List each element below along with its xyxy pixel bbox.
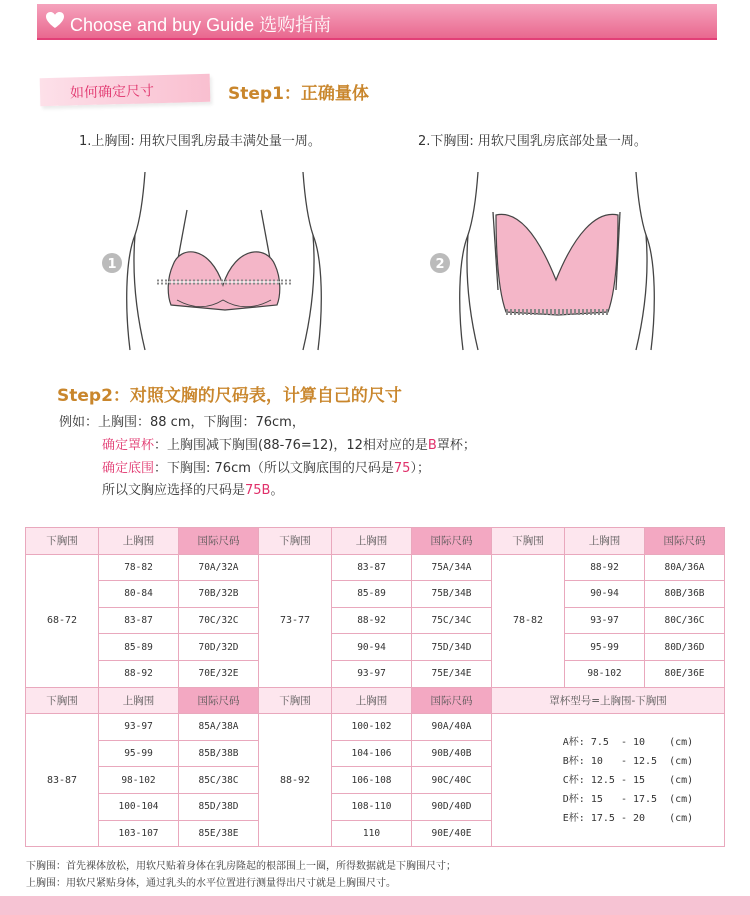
intl-size-cell: 70B/32B — [179, 581, 259, 608]
step2-title: Step2：对照文胸的尺码表，计算自己的尺寸 — [57, 386, 402, 406]
step1-title: Step1：正确量体 — [228, 84, 369, 104]
cup-range-cell — [492, 714, 725, 847]
bust-range-cell: 93-97 — [565, 607, 645, 634]
intl-size-cell: 80D/36D — [645, 634, 725, 661]
bust-range-cell: 98-102 — [565, 660, 645, 687]
header-bust: 上胸围 — [332, 528, 412, 555]
underbust-note: 下胸围：首先裸体放松，用软尺贴着身体在乳房隆起的根部围上一圈，所得数据就是下胸围尺寸； — [26, 861, 456, 872]
band-text-c: ）； — [410, 461, 430, 476]
intl-size-cell: 80B/36B — [645, 581, 725, 608]
heart-icon — [45, 11, 65, 29]
intl-size-cell: 70C/32C — [179, 607, 259, 634]
size-tag-label: 如何确定尺寸 — [69, 83, 155, 102]
bust-range-cell: 80-84 — [99, 581, 179, 608]
result-text-c: 。 — [270, 483, 284, 498]
intl-size-cell: 90D/40D — [412, 793, 492, 820]
bust-range-cell: 88-92 — [332, 607, 412, 634]
bra-shape-2 — [496, 214, 618, 315]
bust-range-cell: 100-104 — [99, 793, 179, 820]
intl-size-cell: 90E/40E — [412, 820, 492, 847]
measure-bust-text: 1.上胸围: 用软尺围乳房最丰满处量一周。 — [79, 134, 321, 149]
table-row — [26, 634, 725, 661]
header-intl-size: 国际尺码 — [412, 528, 492, 555]
intl-size-cell: 75A/34A — [412, 554, 492, 581]
header-bust: 上胸围 — [565, 528, 645, 555]
intl-size-cell: 75B/34B — [412, 581, 492, 608]
bust-range-cell: 90-94 — [565, 581, 645, 608]
header-intl-size: 国际尺码 — [179, 528, 259, 555]
cup-text-b: B — [427, 438, 437, 453]
table-row — [26, 607, 725, 634]
table-row — [26, 581, 725, 608]
bust-note: 上胸围：用软尺紧贴身体，通过乳头的水平位置进行测量得出尺寸就是上胸围尺寸。 — [26, 878, 396, 889]
bust-range-cell: 90-94 — [332, 634, 412, 661]
intl-size-cell: 75E/34E — [412, 660, 492, 687]
bust-range-cell: 103-107 — [99, 820, 179, 847]
intl-size-cell: 85E/38E — [179, 820, 259, 847]
intl-size-cell: 90A/40A — [412, 714, 492, 741]
intl-size-cell: 85D/38D — [179, 793, 259, 820]
result-size: 75B — [245, 483, 271, 498]
underbust-measure-illustration — [428, 160, 688, 360]
intl-size-cell: 90C/40C — [412, 767, 492, 794]
bust-range-cell: 110 — [332, 820, 412, 847]
bust-range-cell: 88-92 — [99, 660, 179, 687]
intl-size-cell: 85B/38B — [179, 740, 259, 767]
bust-range-cell: 88-92 — [565, 554, 645, 581]
bust-range-cell: 100-102 — [332, 714, 412, 741]
header-bust: 上胸围 — [99, 528, 179, 555]
header-bust: 上胸围 — [332, 687, 412, 714]
bust-range-cell: 85-89 — [332, 581, 412, 608]
bust-range-cell: 83-87 — [99, 607, 179, 634]
band-text-b: 75 — [393, 461, 411, 476]
bust-measure-illustration — [95, 160, 355, 360]
bust-range-cell: 98-102 — [99, 767, 179, 794]
bra-shape — [168, 252, 280, 310]
table-row — [26, 554, 725, 581]
bust-range-cell: 93-97 — [332, 660, 412, 687]
intl-size-cell: 90B/40B — [412, 740, 492, 767]
size-table — [25, 527, 725, 847]
cup-range-line: D杯: 15 - 17.5 (cm) — [562, 793, 694, 805]
cup-formula-header: 罩杯型号=上胸围-下胸围 — [492, 687, 725, 714]
table-row — [26, 714, 725, 741]
cup-text-c: 罩杯； — [436, 438, 476, 453]
band-size-cell: 83-87 — [26, 714, 99, 847]
guide-header — [37, 4, 717, 40]
cup-text-a: ：上胸围减下胸围(88-76=12)，12相对应的是 — [154, 438, 428, 453]
cup-range-line: A杯: 7.5 - 10 (cm) — [562, 736, 694, 748]
header-underbust: 下胸围 — [259, 528, 332, 555]
bust-range-cell: 93-97 — [99, 714, 179, 741]
badge-2-label: 2 — [435, 257, 445, 272]
bust-range-cell: 108-110 — [332, 793, 412, 820]
cup-range-line: E杯: 17.5 - 20 (cm) — [562, 812, 694, 824]
band-size-cell: 78-82 — [492, 554, 565, 687]
bust-range-cell: 95-99 — [565, 634, 645, 661]
result-text-a: 所以文胸应选择的尺码是 — [102, 483, 246, 498]
table-row — [26, 660, 725, 687]
header-intl-size: 国际尺码 — [412, 687, 492, 714]
cup-range-line: C杯: 12.5 - 15 (cm) — [562, 774, 694, 786]
band-label: 确定底围 — [102, 461, 155, 476]
result-line — [102, 479, 284, 498]
example-line: 例如：上胸围：88 cm，下胸围：76cm， — [59, 415, 305, 430]
table-header-row — [26, 687, 725, 714]
band-size-cell: 68-72 — [26, 554, 99, 687]
intl-size-cell: 85A/38A — [179, 714, 259, 741]
intl-size-cell: 70E/32E — [179, 660, 259, 687]
header-intl-size: 国际尺码 — [645, 528, 725, 555]
header-underbust: 下胸围 — [26, 528, 99, 555]
bust-range-cell: 83-87 — [332, 554, 412, 581]
bust-range-cell: 85-89 — [99, 634, 179, 661]
cup-label: 确定罩杯 — [102, 438, 155, 453]
band-line — [102, 457, 430, 476]
intl-size-cell: 80A/36A — [645, 554, 725, 581]
band-size-cell: 88-92 — [259, 714, 332, 847]
cup-line — [102, 434, 476, 453]
header-intl-size: 国际尺码 — [179, 687, 259, 714]
size-tag — [40, 74, 211, 106]
intl-size-cell: 75C/34C — [412, 607, 492, 634]
intl-size-cell: 70A/32A — [179, 554, 259, 581]
measure-underbust-text: 2.下胸围: 用软尺围乳房底部处量一周。 — [418, 134, 647, 149]
intl-size-cell: 70D/32D — [179, 634, 259, 661]
band-size-cell: 73-77 — [259, 554, 332, 687]
intl-size-cell: 80E/36E — [645, 660, 725, 687]
table-header-row — [26, 528, 725, 555]
cup-range-line: B杯: 10 - 12.5 (cm) — [562, 755, 694, 767]
bust-range-cell: 78-82 — [99, 554, 179, 581]
bust-range-cell: 106-108 — [332, 767, 412, 794]
header-underbust: 下胸围 — [492, 528, 565, 555]
intl-size-cell: 80C/36C — [645, 607, 725, 634]
header-title: Choose and buy Guide 选购指南 — [70, 15, 332, 35]
bottom-decoration — [0, 896, 750, 915]
band-text-a: ：下胸围: 76cm（所以文胸底围的尺码是 — [154, 461, 394, 476]
bust-range-cell: 104-106 — [332, 740, 412, 767]
header-underbust: 下胸围 — [26, 687, 99, 714]
header-bust: 上胸围 — [99, 687, 179, 714]
bust-range-cell: 95-99 — [99, 740, 179, 767]
intl-size-cell: 85C/38C — [179, 767, 259, 794]
header-underbust: 下胸围 — [259, 687, 332, 714]
badge-1-label: 1 — [107, 257, 117, 272]
intl-size-cell: 75D/34D — [412, 634, 492, 661]
